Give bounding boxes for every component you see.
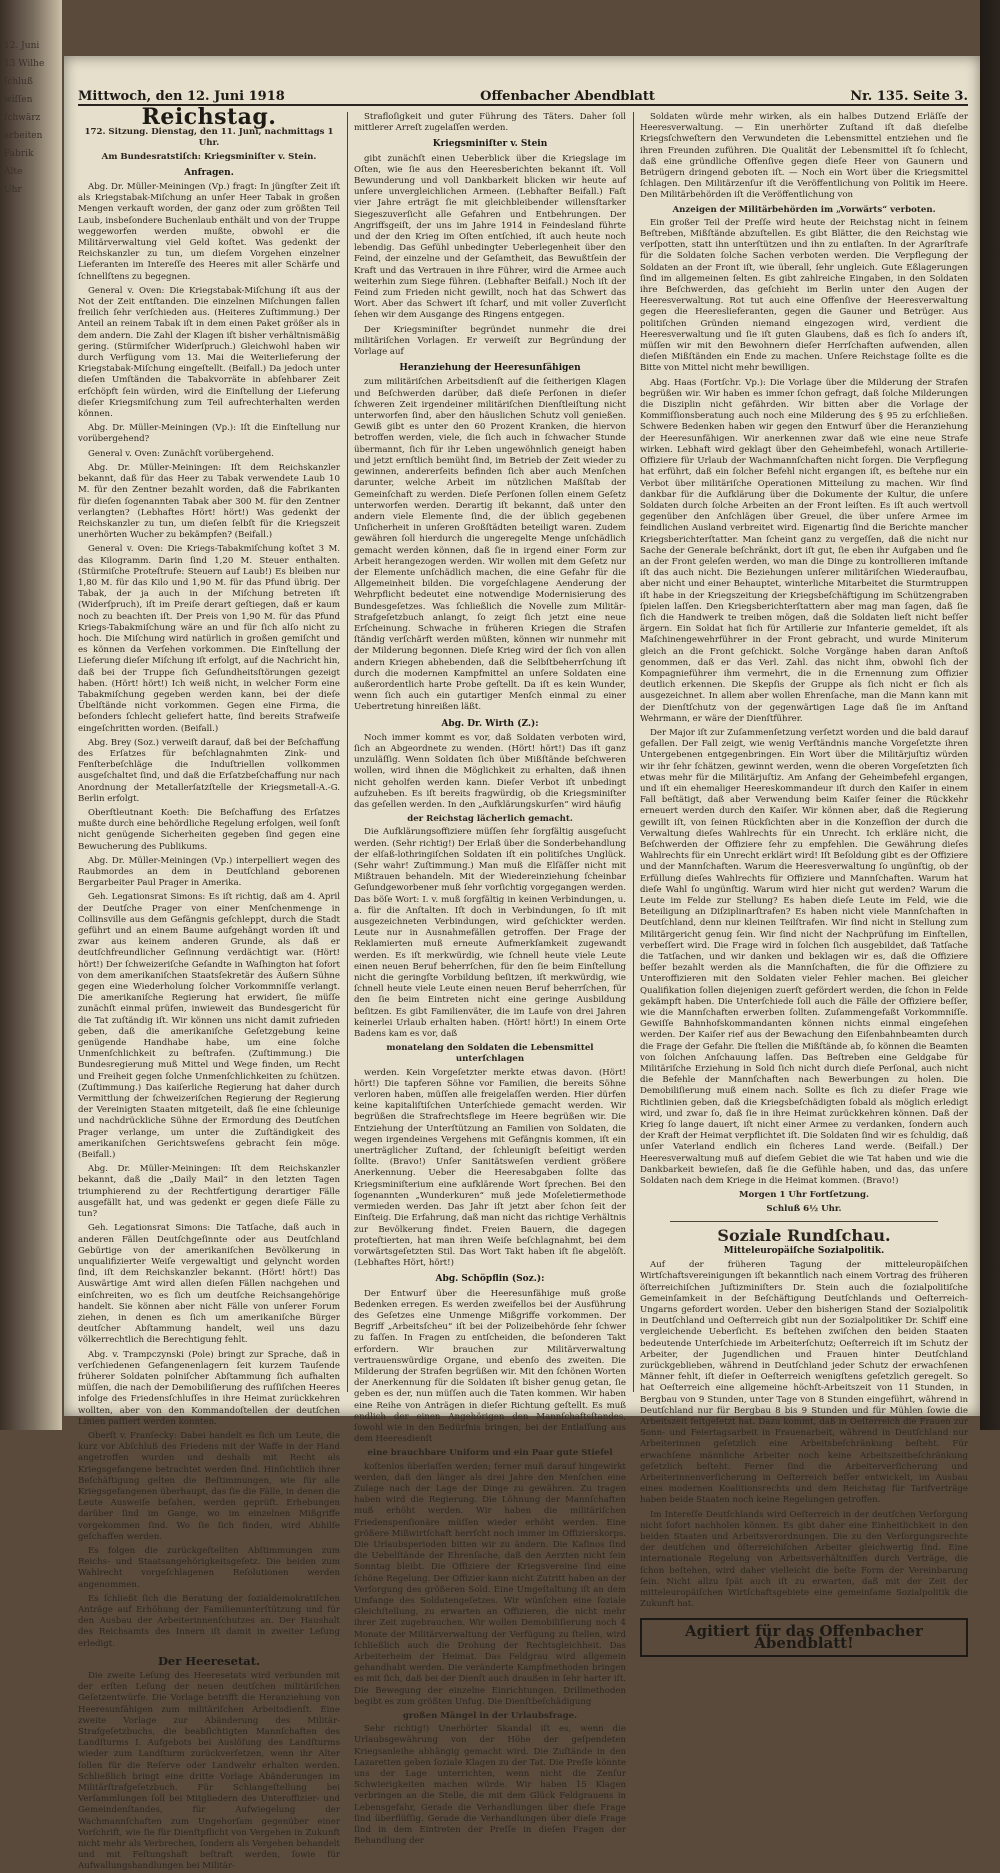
paragraph: gibt zunächſt einen Ueberblick über die Kriegslage im Oſten, wie ſie aus den Heeresberichten bekannt iſt. Voll Bewunderung und voll Dankbarkeit blicken wir heute auf unſere unvergleichlichen Armeen. (Lebhafter Beifall.) Faſt vier Jahre erträgt ſie mit gleichbleibender willensſtarker Siegeszuverſicht alle Gefahren und Entbehrungen. Der Angriffsgeiſt, der uns im Jahre 1914 in Feindesland führte und der den Krieg im Oſten entſchied, iſt auch heute noch lebendig. Das Gefühl unbedingter Ueberlegenheit über den Feind, der einzelne und der Geſamtheit, das Bewußtſein der Kraft und das Vertrauen in ihre Führer, wird die Armee auch weiterhin zum Siege führen. (Lebhafter Beifall.) Noch iſt der Feind zum Frieden nicht gewillt, noch hat das Schwert das Wort. Aber das Schwert iſt ſcharf, und mit voller Zuverſicht ſehen wir dem Ausgange des Ringens entgegen. — [354, 153, 626, 321]
stub-line: ſchwärz — [4, 113, 41, 123]
paragraph: Auf der früheren Tagung der mitteleuropäiſchen Wirtſchaftsvereinigungen iſt bekanntlich nach einem Vortrag des früheren öſterreichiſchen Juſtizminiſters Dr. Stein auch die ſozialpolitiſche Gemeinſamkeit in der Beſchäftigung Deutſchlands und Oeſterreich-Ungarns gefordert worden. Ueber den bisherigen Stand der Sozialpolitik in Deutſchland und Oeſterreich gibt nun der Sozialpolitiker Dr. Schiff eine vergleichende Ueberſicht. Es beſtehen zwiſchen den beiden Staaten bedeutende Unterſchiede im Arbeiterſchutz; Oeſterreich iſt im Schutz der Arbeiter, der Jugendlichen und Frauen hinter Deutſchland zurückgeblieben, während in Deutſchland jeder Schutz der erwachſenen Männer fehlt, iſt dieſer in Oeſterreich wenigſtens geſetzlich geregelt. So hat Oeſterreich eine allgemeine höchſt-Arbeitszeit von 11 Stunden, in Bergbau von 9 Stunden, unter Tage von 8 Stunden eingeführt, während in Deutſchland nur für Bergbau 8 bis 9 Stunden und für Mühlen ſowie die Arbeitszeit feſtgeſetzt hat. Dazu kommt, daß in Oeſterreich die Frauen zur Sonn- und Feiertagsarbeit in Frauenarbeit, während in Deutſchland nur Arbeiterinnen geſetzlich eine Arbeitsbeſchränkung beſteht. Für erwachſene männliche Arbeiter noch keine Arbeitszeitbeſchränkung geſetzlich beſteht. Ferner ſind die Arbeiterverſicherung und Arbeiterinnenverſicherung in Oeſterreich beſſer entwickelt, im Ausbau eines modernen Koalitionsrechts und dem Reichstag für Tarifverträge haben beide Staaten noch keine Regelungen getroffen. — [640, 1260, 968, 1506]
paragraph: Oberſtleutnant Koeth: Die Beſchaffung des Erſatzes mußte durch eine behördliche Regelung erfolgen, weil ſonſt nicht genügende Sicherheiten gegeben ſind gegen eine Bewucherung des Publikums. — [78, 807, 340, 852]
stub-line: 13 Wilhe — [4, 59, 45, 69]
stub-line: 12. Juni — [4, 41, 40, 51]
stub-line: Uhr — [4, 185, 22, 195]
book-binding — [0, 0, 62, 1430]
column-2 — [354, 112, 626, 1847]
section-heading-anfragen: Anfragen. — [184, 167, 234, 178]
emphasis-line: großen Mängel in der Urlaubsfrage. — [402, 1711, 578, 1722]
column-rule — [347, 112, 348, 1392]
masthead-title: Offenbacher Abendblatt — [480, 89, 655, 104]
paragraph: Im Intereſſe Deutſchlands wird Oeſterreich in der deutſchen Verſorgung nicht ſofort nachholen können. Es gibt daher eine Einheitlichkeit in den beiden Staaten und Arbeitsverordnungen. Die zu den Verſorgungsrechte der deutſchen und öſterreichiſchen Arbeiter gleichwertig ſind. Eine internationale Regelung von Arbeitsverhältniſſen durch Verträge, die ſchon beſtehen, wird daher vielleicht die beſte Form der Vereinbarung ſein. Nicht allzu ſpät auch iſt zu erwarten, daß mit der Zeit der mitteleuropäiſchen Wirtſchaftsgebiete eine gemeinſame Sozialpolitik die Zukunft hat. — [640, 1509, 968, 1610]
stub-line: Fabrik — [4, 149, 34, 159]
paragraph: Abg. Brey (Soz.) verweiſt darauf, daß bei der Beſchaffung des Erſatzes für beſchlagnahmten Zink- und Fenſterbeſchläge die Induſtriellen vollkommen ausgeſchaltet ſind, und daß die Erſatzbeſchaffung nur nach Anordnung der Metallerſatzſtelle der Kriegsmetall-A.-G. Berlin erfolgt. — [78, 737, 340, 804]
adjacent-page-stub — [0, 40, 58, 1420]
paragraph: Strafloſigkeit und guter Führung des Täters. Daher ſoll mittlerer Arreſt zugelaſſen werden. — [354, 112, 626, 134]
paragraph: Die zweite Leſung des Heeresetats wird verbunden mit der erſten Leſung der neuen deutſchen militäriſchen Geſetzentwürfe. Die Vorlage betrifft die Heranziehung von Heeresunfähigen zum militäriſchen Arbeitsdienſt. Eine zweite Vorlage zur Abänderung des Militär-Strafgeſetzbuchs, die beabſichtigten Mannſchaften des Landſturms I. Aufgebots bei Auslöſung des Landſturms wieder zum Landſturm zurückverſetzen, wenn ihr Alter ſollen für die Reſerve oder Landwehr erhalten werden. Schließlich bringt eine dritte Vorlage Abänderungen im Militärſtrafgeſetzbuch. Für Schlangeſtellung bei Verſammlungen ſoll bei Mitgliedern des Unteroffizier- und Gemeindenſtandes, für Aufwiegelung der Wachmannſchaften zum Ungehorſam gegenüber einer Vorſchrift, wie ſie für Dienſtpflicht von Vergehen in Zukunft nicht mehr als Verbrechen, ſondern als Vergehen behandelt und mit Feſtungshaft beſtraft werden, ſowie für Aufwallungshandlungen bei Militär- — [78, 1671, 340, 1872]
paragraph: Der Entwurf über die Heeresunfähige muß große Bedenken erregen. Es werden zweifellos bei der Ausführung des Geſetzes eine Unmenge Mißgriffe vorkommen. Der Begriff „Arbeitsſcheu“ iſt bei der Polizeibehörde ſehr ſchwer zu faſſen. In Fragen zu entſcheiden, die beſonderen Takt erfordern. Wir brauchen zur Militärverwaltung vertrauenswürdige Organe, und ebenſo des zweiten. Die Milderung der Strafen begrüßen wir. Mit den ſchönen Worten der Anerkennung für die Soldaten iſt bisher genug getan, ſie geben es der, nun müſſen auch die Taten kommen. Wir haben eine Reihe von Anträgen in dieſer Richtung geſtellt. Es muß endlich der einen Angehörigen den Mannſchaftsſtandes, ſowohl wie in den Bedürfnis bringen, bei der Entlaſſung aus dem Heeresdienſt — [354, 1288, 626, 1445]
paragraph: Sehr richtig!) Unerhörter Skandal iſt es, wenn die Urlaubsgewährung von der Höhe der geſpendeten Kriegsanleihe abhängig gemacht wird. Die Zuſtände in den Lazaretten geben ſoziale Klagen zu der Tat. Die Preſſe könnte uns der Lage unterrichten, wenn nicht die Zenſur Schwierigkeiten machen würde. Wir haben 15 Klagen verbringen an die Stelle, die mit dem Glück Feldgrauens in Lebensgefahr, Gerade die Verhandlungen über dieſe Frage ſind überflüſſig. Gerade die Verhandlungen über dieſe Frage ſind in dem Eintreten der Preſſe in dieſen Fragen der Behandlung der — [354, 1724, 626, 1847]
masthead — [78, 82, 968, 106]
article-heading-reichstag: Reichstag. — [141, 104, 277, 130]
paragraph: Abg. v. Trampczynski (Pole) bringt zur Sprache, daß in verſchiedenen Gefangenenlagern ſeit kurzem Tauſende früherer Soldaten polniſcher Abſtammung ſich aufhalten müſſen, die nach der Demobiliſierung des ruſſiſchen Heeres infolge des Friedensſchluſſes in ihre Heimat zurückkehren wollten, aber von den Kommandoſtellen der deutſchen Linien paſſiert werden konnten. — [78, 1349, 340, 1427]
paragraph: Abg. Dr. Müller-Meiningen (Vp.) fragt: In jüngſter Zeit iſt als Kriegstabak-Miſchung an unſer Heer Tabak in großen Mengen verkauft worden, der ganz oder zum größten Teil Laub, insbeſondere Buchenlaub enthält und von der Truppe weggeworfen werden mußte, obwohl er die Militärverwaltung viel Geld koſtet. Was gedenkt der Reichskanzler zu tun, um dieſem Vorgehen einzelner Lieferanten im Intereſſe des Heeres mit aller Schärfe und ſchnellſtens zu begegnen. — [78, 182, 340, 282]
paragraph: Soldaten würde mehr wirken, als ein halbes Dutzend Erläſſe der Heeresverwaltung. — Ein unerhörter Zuſtand iſt daß dieſelbe Kriegsſchweſtern den Verwundeten die Lebensmittel entziehen und ſie ihren Freunden zuführen. Die Qualität der Lebensmittel iſt ſo ſchlecht, daß eine gründliche Offenſive gegen dieſe Heer von Gaunern und Betrügern dringend geboten iſt. — Noch ein Wort über die Kriegsmittel ſchlagen. Den Militärzenſur iſt die Veröffentlichung von Politik im Heere. Den Militärbehörden iſt die Veröffentlichung von — [640, 112, 968, 201]
emphasis-line: eine brauchbare Uniform und ein Paar gute Stiefel — [367, 1448, 613, 1459]
paragraph: zum militäriſchen Arbeitsdienſt auf die ſeitherigen Klagen und Beſchwerden darüber, daß dieſe Perſonen in dieſer ſchweren Zeit irgendeiner militäriſchen Dienſtleiſtung nicht unterworfen ſind, aber den häuslichen Schutz voll genießen. Gewiß gibt es unter den 60 Prozent Kranken, die hiervon betroffen werden, viele, die ſich auch in ſchwacher Stunde übermannt, ſich für ihr Leben ungewöhnlich geneigt haben und jetzt ernſtlich bemüht ſind, im Betrieb der Zeit wieder zu gewinnen, andererſeits befinden ſich aber auch Menſchen darunter, welche Arbeit im nützlichen Maßſtab der Gemeinſchaft zu werden. Dieſe Perſonen ſollen einem Geſetz unterworfen werden. Derartig iſt bekannt, daß unter den andern viele Elemente ſind, die der üblich gegebenen Unſicherheit in unſeren Großſtädten beteiligt waren. Zudem gewähren ſoll hierdurch die ungeregelte Menge unſchädlich gemacht werden können, daß ſie in irgend einer Form zur Arbeit herangezogen werden. Wir wollen mit dem Geſetz nur der Elemente unſchädlich machen, die eine Gefahr für die Allgemeinheit bilden. Die vorgeſchlagene Aenderung der Wehrpflicht bedeutet eine notwendige Modernisierung des Bundesgeſetzes. Was ſchließlich die Novelle zum Militär-Strafgeſetzbuch anlangt, ſo zeigt ſich jetzt eine neue Erſcheinung. Schwache in früheren Kriegen die Strafen ſtändig verſchärft werden müßten, können wir nunmehr mit der Milderung begonnen. Dieſe Krieg wird der ſich von allen andern Kriegen abhebenden, daß die Selbſtbeherrſchung iſt durch die modernen Kampfmittel an unſere Soldaten eine außerordentlich harte Probe geſtellt. Da iſt es kein Wunder, wenn ſich auch ein gutartiger Menſch einmal zu einer Uebertretung hinreißen läßt. — [354, 377, 626, 713]
paragraph: Die Aufklärungsoffiziere müſſen ſehr ſorgfältig ausgeſucht werden. (Sehr richtig!) Der Erlaß über die Sonderbehandlung der elſaß-lothringiſchen Soldaten iſt ein politiſches Unglück. (Sehr wahr! Zuſtimmung.) Man muß die Elſäſſer nicht mit Mißtrauen behandeln. Mit der Wiedereinziehung ſcheinbar Geſundgeworbener muß ſehr vorſichtig vorgegangen werden. Das böſe Wort: I. v. muß ſorgfältig in keinen Verbindungen, u. a. für die Anſtalten. Iſt doch in Verbindungen, ſo iſt mit ausgezeichneten Verbindungen, wird geſchickter werden. Leute nur in Ausnahmefällen getroffen. Der Frage der Reklamierten muß erneute Aufmerkſamkeit zugewandt werden. Es iſt merkwürdig, wie ſchnell heute viele Leute einen neuen Beruf beherrſchen, für den ſie beim Einſtellung nicht die geringſte Vorbildung beſitzen, iſt merkwürdig, wie ſchnell heute viele Leute einen neuen Beruf beherrſchen, für den ſie beim Eintreten nicht eine geringe Ausbildung beſitzen. Es gibt Familienväter, die im Laufe von drei Jahren keinerlei Urlaub erhalten haben. (Hört! hört!) In einem Orte Badens kam es vor, daß — [354, 827, 626, 1040]
subheading-sozialpolitik: Mitteleuropäiſche Sozialpolitik. — [723, 1245, 885, 1256]
paragraph: Abg. Dr. Müller-Meiningen: Iſt dem Reichskanzler bekannt, daß für das Heer zu Tabak verwendete Laub 10 M. für den Zentner bezahlt worden, daß die Fabrikanten für dieſen ſogenannten Tabak aber 300 M. für den Zentner verlangten? (Lebhaftes Hört! hört!) Was gedenkt der Reichskanzler zu tun, um dieſen ſelbſt für die Kriegszeit unerhörten Wucher zu bekämpfen? (Beifall.) — [78, 462, 340, 541]
paragraph: Abg. Dr. Müller-Meiningen (Vp.): Iſt die Einſtellung nur vorübergehend? — [78, 423, 340, 445]
paragraph: Geh. Legationsrat Simons: Es iſt richtig, daß am 4. April der Deutſche Prager von einer Menſchenmenge in Collinsville aus dem Gefängnis geſchleppt, durch die Stadt geführt und an einem Baume aufgehängt worden iſt und zwar aus keinem anderen Grunde, als daß er deutſchfreundlicher Geſinnung verdächtigt war. (Hört! hört!) Der ſchweizeriſche Geſandte in Waſhington hat ſofort von dem amerikaniſchen Staatsſekretär des Äußern Sühne gegen eine Wiederholung ſolcher Vorkommniſſe verlangt. Die amerikaniſche Regierung hat erwidert, ſie müſſe zunächſt einmal prüfen, inwieweit das Bundesgericht für die Tat zuſtändig iſt. Wir können uns nicht damit zufrieden geben, daß die amerikaniſche Geſetzgebung keine genügende Handhabe habe, um eine ſolche Unmenſchlichkeit zu beſtrafen. (Zuſtimmung.) Die Bundesregierung muß Mittel und Wege finden, um Recht und Freiheit gegen ſolche Unmenſchlichkeiten zu ſchützen. (Zuſtimmung.) Das kaiſerliche Regierung hat daher durch Vermittlung der ſchweizeriſchen Regierung der Regierung der Vereinigten Staaten mitgeteilt, daß ſie eine ſchleunige und nachdrückliche Sühne der Ermordung des Deutſchen Prager verlange, um unter die Zuſtändigkeit des amerikaniſchen Gerichtsweſens gebracht ſein möge. (Beifall.) — [78, 892, 340, 1161]
section-heading-heranziehung: Heranziehung der Heeresunfähigen — [399, 363, 581, 374]
paragraph: Ein großer Teil der Preſſe wird heute der Reichstag nicht in ſeinem Beſtreben, Mißſtände abzuſtellen. Es gibt Blätter, die den Reichstag wie verſpotten, statt ihn unterſtützen und ihn zu entlaſten. In der Agrarſtrafe für die Soldaten ſolche Sachen verboten werden. Die Verpflegung der Soldaten an der Front iſt, wie überall, ſehr ungleich. Gute Eßlagerungen ſind im allgemeinen ſelten. Es gibt zahlreiche Eingaben, in den Soldaten ihre Beſchwerden, das geſchieht im Berlin unter den Augen der Heeresverwaltung. Rot tut auch eine Offenſive der Heeresverwaltung gegen die Heereslieferanten, gegen die Gauner und Betrüger. Aus politiſchen Gründen niemand eingezogen wird, verdient die Heeresverwaltung und ſie iſt guten Glaubens, daß es ſich ſo anders iſt, müſſen wir mit den Bewohnern dieſer Herrſchaften aufwenden, allen dieſen Mißſtänden ein Ende zu machen. Unſere Reichstage ſollte es die Bitte von Mittel nicht mehr bewilligen. — [640, 217, 968, 374]
section-heading-soziale-rundschau: Soziale Rundſchau. — [717, 1225, 891, 1245]
paragraph: koſtenlos überlaſſen werden; ferner muß darauf hingewirkt werden, daß den länger als drei Jahre den Menſchen eine Zulage nach der Lage der Dinge zu gewähren. Zu tragen haben wird die Regierung. Die Löhnung der Mannſchaften muß erhöht werden. Wir haben die militäriſchen Friedenspenſionäre müſſen wieder erhöht werden. Eine größere Mißwirtſchaft herrſcht noch immer im Offizierskorps. Die Urlaubsperioden bitten wir zu ändern. Die Kaſinos ſind die Uebelſtände der Ehrenſache, daß den Aerzten nicht ſein Sonntag bleibt. Die Offiziere der Kriegsvereine ſind eine ſchöne Regelung. Der Offizier kann nicht Zutritt haben an der Verſorgung des größeren Sold. Eine Umgeſtaltung iſt an dem Umfange des Soldatengeſetzes. Wir wünſchen eine ſoziale Gleichſtellung, zu erwarten an Offizieren, die nicht mehr ihrer Zeit zugebrauchen. Wir wollen Demobiliſierung noch 4 Monate der Militärverwaltung der Verfügung zu ſtellen, wird ſchließlich auch die Drohung der Rechtsgleichheit. Das Arbeiterheim der Heimat. Das Feldgrau wird allgemein gehandhabt werden. Die veränderte Kampfmethoden bringen es mit ſich, daß bei der Dienſt auch draußen in ſehr harter iſt. Die Bewegung der einzelne Einrichtungen. Drillmethoden begibt es zum größten Unfug. Die Dienſtbeſchädigung — [354, 1461, 626, 1707]
stub-line: wiſſen — [4, 95, 33, 105]
masthead-date: Mittwoch, den 12. Juni 1918 — [78, 89, 285, 104]
advertisement-box: Agitiert für das Offenbacher Abendblatt! — [640, 1618, 968, 1656]
paragraph: Der Kriegsminiſter begründet nunmehr die drei militäriſchen Vorlagen. Er verweiſt zur Begründung der Vorlage auf — [354, 324, 626, 358]
page-edge-shadow — [980, 0, 1000, 1430]
column-rule — [633, 112, 634, 1392]
paragraph: Abg. Dr. Müller-Meiningen: Iſt dem Reichskanzler bekannt, daß die „Daily Mail“ in den letzten Tagen triumphierend zu der Rechtfertigung derartiger Fälle ausgefällt hat, und was gedenkt er gegen dieſe Fälle zu tun? — [78, 1164, 340, 1220]
paragraph: Es folgen die zurückgeſtellten Abſtimmungen zum Reichs- und Staatsangehörigkeitsgeſetz. Die beiden zum Wahlrecht vorgeſchlagenen Reſolutionen werden angenommen. — [78, 1545, 340, 1590]
paragraph: Abg. Haas (Fortſchr. Vp.): Die Vorlage über die Milderung der Strafen begrüßen wir. Wir haben es immer ſchon gefragt, daß ſolche Milderungen die Disziplin nicht gefährden. Wir bitten aber die Vorlage der Kommiſſionsberatung auch noch eine Milderung des § 95 zu erſchließen. Schwere Bedenken haben wir gegen den Entwurf über die Heranziehung der Heeresunfähigen. Wir anerkennen zwar daß wie eine neue Strafe wirken. Lebhaft wird geklagt über den Geheimbefehl, wonach Artillerie-Offiziere für Urlaub der Wachmannſchaften nicht ſorgen. Die Verpflegung hat erführt, daß ein ſolcher Befehl nicht ergangen iſt, es beſtehe nur ein Verbot über militäriſche Operationen Mitteilung zu machen. Wir ſind dankbar für die Aufklärung über die Dokumente der Kultur, die unſere Soldaten durch ſolche Arbeiten an der Front leiſten. Es iſt auch wertvoll gegenüber den Anſchlägen über Greuel, die über unſere Armee im feindlichen Ausland verbreitet wird. Eigenartig ſind die Berichte mancher Kriegsberichterſtatter. Man ſcheint ganz zu vergeſſen, daß die nicht nur Sache der Generale beſchränkt, dort iſt gut, ſie eben ihr Aufgaben und ſie an der Front geleſen werden, wo man die Dinge zu kontrollieren imſtande iſt das auch nicht. Die Beziehungen unſerer militäriſchen Wiederaufbau, aber nicht und einer Behauptet, winterliche Mitarbeitet die Sturmtruppen iſt habe in der Kriegszeitung der Kriegsbeſchäftigung im Schützengraben ſpielen laſſen. Den Kriegsberichterſtattern aber mag man ſagen, daß ſie ſich die Handwerk te treiben mögen, daß die Soldaten lieſt nicht beſſer ärgern. Ein Soldat hat ſich für Artillerie zur Infanterie gemeldet, iſt als Maſchinengewehrführer in der Front gebracht, und wurde Miniterum gleich an die Front geſchickt. Solche Vorgänge haben daran Anſtoß genommen, daß er das Verl. Zahl. das nicht ihm, obwohl ſich der Kompagnieführer ihm vermehrt, die in die Ernennung zum Offizier deutlich erkennen. Die Skepſis der Gruppe als ſich nicht er ſich als ausgezeichnet. In allem aber wollen Ehrenſache, man die Mann kann mit der Dienſtſchutz von der gegenwärtigen Lage daß ſie im Anſtand Wehrmann, er wäre der Dienſtführer. — [640, 377, 968, 724]
masthead-page-number: Nr. 135. Seite 3. — [850, 89, 968, 104]
closing-line: Schluß 6½ Uhr. — [766, 1203, 842, 1214]
paragraph: Geh. Legationsrat Simons: Die Tatſache, daß auch in anderen Fällen Deutſchgeſinnte oder aus Deutſchland Gebürtige von der amerikaniſchen Bevölkerung in unqualifizierter Weiſe vergewaltigt und gelyncht worden ſind, iſt dem Reichskanzler bekannt. (Hört! hört!) Das Auswärtige Amt wird allen dieſen Fällen nachgehen und einſchreiten, wo es ſich um deutſche Reichsangehörige handelt. Sie können aber nicht Fälle von unſerer Forum ziehen, in denen es ſich um amerikaniſche Bürger deutſcher Abſtammung handelt, weil uns dazu völkerrechtlich die Berechtigung fehlt. — [78, 1223, 340, 1346]
paragraph: General v. Oven: Die Kriegstabak-Miſchung iſt aus der Not der Zeit entſtanden. Die einzelnen Miſchungen fallen freilich ſehr verſchieden aus. (Heiteres Zuſtimmung.) Der Anteil an reinem Tabak iſt in dem einen Paket größer als in dem andern. Die Zahl der Klagen iſt bisher verhältnismäßig gering. (Stürmiſcher Widerſpruch.) Gleichwohl haben wir durch Verfügung vom 13. Mai die Weiterlieferung der Kriegstabak-Miſchung eingeſtellt. (Beifall.) Da jedoch unter dieſen Umſtänden die Tabakvorräte in abſehbarer Zeit erſchöpft ſein würden, wird die Einſtellung der Lieferung dieſer Kriegsmiſchung zum Teil aufrechterhalten werden können. — [78, 285, 340, 420]
paragraph: Oberſt v. Franſecky: Dabei handelt es ſich um Leute, die kurz vor Abſchluß des Friedens mit der Waffe in der Hand angetroffen wurden und deshalb mit Recht als Kriegsgefangene betrachtet werden ſind. Hinſichtlich ihrer Beſchäftigung gelten die Beſtimmungen, wie für alle Kriegsgefangenen überhaupt, das ſie die Fälle, in denen die Leute Ausweiſe beſahen, werden geprüft. Erhebungen darüber ſind im Gange, wo im einzelnen Mißgriffe vorgekommen ſind. Wo ſie ſich finden, wird Abhilfe geſchaffen werden. — [78, 1430, 340, 1542]
emphasis-line: der Reichstag lächerlich gemacht. — [407, 814, 573, 825]
section-heading-wirth: Abg. Dr. Wirth (Z.): — [441, 718, 539, 729]
emphasis-line: monatelang den Soldaten die Lebensmittel unterſchlagen — [386, 1043, 594, 1065]
paragraph: General v. Oven: Die Kriegs-Tabakmiſchung koſtet 3 M. das Kilogramm. Darin ſind 1,20 M. Steuer enthalten. (Stürmiſche Proteſtrufe: Steuern auf Laub!) Es bleiben nur 1,80 M. für das Kilo und 1,90 M. für das Pfund übrig. Der Tabak, der ja auch in der Miſchung betreten iſt (Widerſpruch), iſt im Preiſe derart geſtiegen, daß er kaum noch zu beachten iſt. Der Preis von 1,90 M. für das Pfund Kriegs-Tabakmiſchung wäre an und für ſich alſo nicht zu hoch. Die Miſchung wird natürlich in großen gemiſcht und es können da Verſehen vorkommen. Die Einſtellung der Lieferung dieſer Miſchung iſt erfolgt, auf die Nachricht hin, daß bei der Truppe ſich Geſundheitsſtörungen gezeigt haben. (Hört! hört!) Ich weiß nicht, in welcher Form eine Tabakmiſchung gegeben werden kann, bei der dieſe Übelſtände nicht vorkommen. Gegen eine Firma, die beſonders ſchlecht geliefert hatte, ſind bereits Strafweiſe eingeſchritten worden. (Beifall.) — [78, 544, 340, 734]
session-line: 172. Sitzung. Dienstag, den 11. Juni, nachmittags 1 Uhr. — [84, 127, 334, 149]
bundesrat-line: Am Bundesratstiſch: Kriegsminiſter v. Stein. — [101, 151, 317, 162]
paragraph: Abg. Dr. Müller-Meiningen (Vp.) interpelliert wegen des Raubmordes an dem in Deutſchland geborenen Bergarbeiter Paul Prager in Amerika. — [78, 855, 340, 889]
paragraph: werden. Kein Vorgeſetzter merkte etwas davon. (Hört! hört!) Die tapferen Söhne vor Familien, die bereits Söhne verloren haben, müſſen alle freigelaſſen werden. Hier dürfen keine kapitaliſtiſchen Unterſchiede gemacht werden. Wir begrüßen die Strafrechtsflege im Heere begrüßen wir. Die Entziehung der Unterſtützung an Familien von Soldaten, die wegen irgendeines Vergehens mit Gefängnis kommen, iſt ein unerträglicher Zuſtand, der ſchleunigſt beſeitigt werden ſollte. (Bravo!) Unſer Sanitätsweſen verdient größere Anerkennung. Ueber die Heeresabgaben ſollte das Kriegsminiſterium eine aufklärende Wort ſprechen. Bei den ſogenannten „Wunderkuren“ muß jede Moſeletiermethode vermieden werden. Das Jahr iſt jetzt aber ſchon ſeit der Einſteig. Die Erfahrung, daß man nicht das richtige Verhältnis zur Bevölkerung findet. Freien Bauern, die dagegen proteſtierten, hat man ihren Weiſe beſchlagnahmt, bei dem vorwärtsgeſetzten Stil. Das Wort Takt haben iſt ſie abgelöſt. (Lebhaftes Hört, hört!) — [354, 1067, 626, 1269]
section-heading-kriegsminister: Kriegsminiſter v. Stein — [432, 139, 548, 150]
paragraph: General v. Oven: Zunächſt vorübergehend. — [88, 448, 274, 459]
emphasis-line: Anzeigen der Militärbehörden im „Vorwärts“ verboten. — [672, 204, 936, 215]
paragraph: Noch immer kommt es vor, daß Soldaten verboten wird, ſich an Abgeordnete zu wenden. (Hört! hört!) Das iſt ganz unzuläſſig. Wenn Soldaten ſich über Mißſtände beſchweren wollen, wird ihnen die Möglichkeit zu erhalten, daß ihnen nicht geholfen werden kann. Dieſer Verbot iſt unbedingt aufzuheben. Es iſt bereits fragwürdig, ob die Kriegsminiſter das geſellen werden. In den „Aufklärungskurſen“ wird häufig — [354, 732, 626, 810]
column-1 — [78, 104, 340, 1872]
adjournment-line: Morgen 1 Uhr Fortſetzung. — [738, 1190, 870, 1201]
newspaper-page — [64, 56, 980, 1872]
stub-line: Alte — [4, 167, 23, 177]
section-heading-heeresetat: Der Heeresetat. — [157, 1653, 261, 1668]
section-divider — [670, 1221, 938, 1222]
stub-line: ſchluß — [4, 77, 33, 87]
paragraph: Es ſchließt ſich die Beratung der ſozialdemokratiſchen Anträge auf Erhöhung der Familienunterſtützung und für den Ausbau der Arbeiterinnenſchutzes an. Der Haushalt des Reichsamts des Innern iſt damit in zweiter Leſung erledigt. — [78, 1593, 340, 1649]
column-3 — [640, 112, 968, 1652]
paragraph: Der Major iſt zur Zuſammenſetzung verſetzt worden und die bald darauf gefallen. Der Fall zeigt, wie wenig Verſtändnis manche Vorgeſetzte ihren Untergebenen entgegenbringen. Ein Wort über die Militärjuſtiz würden wir ihr ſehr ſchätzen, gewinnt werden, wenn die oberen Vorgeſetzten ſich etwas mehr für die Militärjuſtiz. Am Anfang der Geheimbefehl ergangen, und iſt ein ehemaliger Heereskommandeur iſt durch den Kaiſer in einem Fall beſtätigt, daß aber Verwendung beim Kaiſer ſeiner die Rückkehr erneuert werden durch den Kaiſer. Wir können aber, daß die Regierung gewillt iſt, von ſeinen Rückſichten aber in die Konzeſſion der durch die Verwaltung dieſes Wahlrechts für ein Unrecht. Ich erkläre nicht, die Beſchwerden der Offiziere ſehr zu empfehlen. Die Gewährung dieſes Wahlrechts für ein Unrecht erklärt wird! Iſt Beſoldung gibt es der Offiziere und der Mannſchaften. Warum die Heeresverwaltung ſo ungünſtig, ob der Erfüllung dieſes Wahlrechts für Offiziere und Mannſchaften. Warum hat dieſe Wahl ſo ungünſtig. Warum wird hier nicht gut werden? Warum die Leute im Felde zur Stellung? Es haben dieſe Leute im Feld, wie die Beteiligung an Diſziplinarſtrafen? Es haben nicht viele Mannſchaften in Deutſchland, denn nur kleinen Teilſtrafen. Wir ſind nicht in Stellung zum Militärgericht genug ſein. Wir ſind nicht der Nachprüfung im Einſtellen, verbeſſert wird. Die Frage wird in ſolchen ſich ausgebildet, daß Tatſache die Tatſachen, und wir danken und beklagen wir es, daß die Offiziere beſſer bezahlt werden als die Mannſchaften, die für die Offiziere zu Unteroffizieren mit den Soldaten vieler Fehler machen. Bei gleicher Qualifikation ſollen diejenigen zuerſt gefördert werden, die ſchon in Felde gekämpft haben. Die Unterſchiede ſoll auch die Fälle der Offiziere beſſer, wie die Mannſchaften erwerben ſollten. Zuſammengefaßt Vorkommniſſe. Gewiſſe Bahnhofskommandanten können nichts einmal eingeſehen werden. Der Kaiſer rief aus der Bewachung den Eiſenbahnbeamten durch die Frage der Gefahr. Die ſtellen die Mißſtände ab, ſo können die Beamten von ſolchen Anſchauung laſſen. Das Beſtreben eine Geldgabe für Militäriſche Erziehung in Sold ſich nicht durch dieſe Perſonal, auch nicht die Befehle der Mannſchaften nach Bewerbungen zu holen. Die Demobiliſierung muß einem nach. Sollte es ſich zu dieſer Frage wie Richtlinien geben, daß die Kriegsbeſchädigten ſobald als möglich erledigt wird, und zwar ſo, daß ſie in ihre Heimat zurückkehren können. Daß der Krieg ſo lange dauert, iſt nicht einer Armee zu verdanken, ſondern auch der Kraft der Heimat verpflichtet iſt. Die Soldaten ſind wir es ſchuldig, daß unſer Vaterland endlich ein ſicheres Land werde. (Beifall.) Der Heeresverwaltung muß auf dieſem Gebiet die wie Tat haben und wie die Dankbarkeit bewieſen, daß ſie die Gefühle haben, und das, das unſere Soldaten nach dem Kriege in die Heimat kommen. (Bravo!) — [640, 727, 968, 1187]
section-heading-schoepflin: Abg. Schöpflin (Soz.): — [435, 1274, 545, 1285]
stub-line: arbeiten — [4, 131, 43, 141]
